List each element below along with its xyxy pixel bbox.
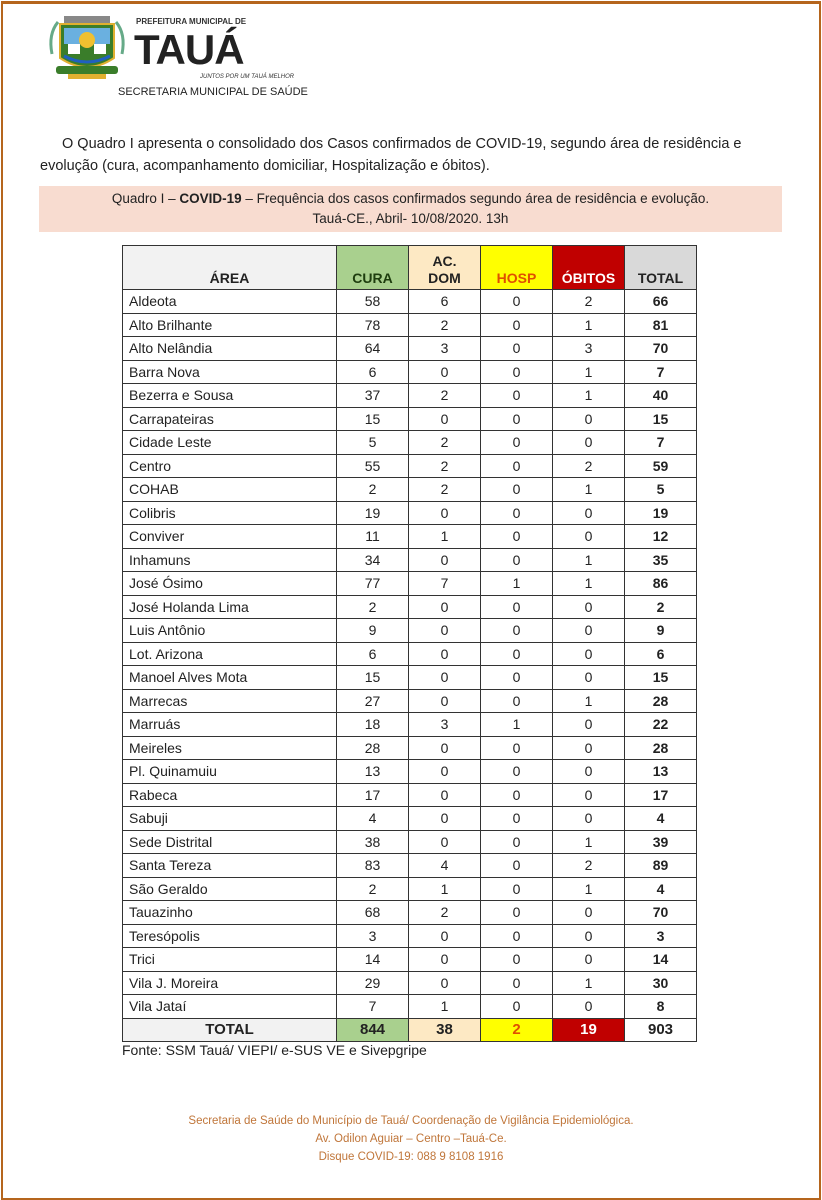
cell-ac-dom: 0 bbox=[409, 924, 481, 948]
cell-hosp: 0 bbox=[481, 595, 553, 619]
cell-obitos: 1 bbox=[553, 971, 625, 995]
cell-ac-dom: 6 bbox=[409, 290, 481, 314]
cell-area: Tauazinho bbox=[123, 901, 337, 925]
cell-total: 70 bbox=[625, 901, 697, 925]
cell-obitos: 1 bbox=[553, 360, 625, 384]
table-row bbox=[123, 619, 697, 643]
cell-ac-dom: 2 bbox=[409, 901, 481, 925]
cell-ac-dom: 0 bbox=[409, 971, 481, 995]
cell-cura: 2 bbox=[337, 877, 409, 901]
table-row bbox=[123, 431, 697, 455]
cell-total: 39 bbox=[625, 830, 697, 854]
cell-ac-dom: 2 bbox=[409, 454, 481, 478]
cell-area: Sabuji bbox=[123, 807, 337, 831]
cell-total: 17 bbox=[625, 783, 697, 807]
cell-area: José Holanda Lima bbox=[123, 595, 337, 619]
table-total-row bbox=[123, 1018, 697, 1042]
cell-total: 35 bbox=[625, 548, 697, 572]
cell-area: Sede Distrital bbox=[123, 830, 337, 854]
cell-cura: 64 bbox=[337, 337, 409, 361]
total-hosp: 2 bbox=[481, 1018, 553, 1042]
footer-line: Av. Odilon Aguiar – Centro –Tauá-Ce. bbox=[315, 1133, 507, 1145]
cell-total: 3 bbox=[625, 924, 697, 948]
cell-obitos: 0 bbox=[553, 783, 625, 807]
cell-total: 5 bbox=[625, 478, 697, 502]
cell-total: 7 bbox=[625, 360, 697, 384]
cell-area: Conviver bbox=[123, 525, 337, 549]
cell-cura: 27 bbox=[337, 689, 409, 713]
cell-obitos: 0 bbox=[553, 760, 625, 784]
cell-total: 2 bbox=[625, 595, 697, 619]
cell-obitos: 1 bbox=[553, 572, 625, 596]
table-row bbox=[123, 337, 697, 361]
cell-area: Meireles bbox=[123, 736, 337, 760]
covid-cases-table bbox=[122, 245, 697, 1042]
cell-hosp: 0 bbox=[481, 760, 553, 784]
cell-cura: 68 bbox=[337, 901, 409, 925]
cell-cura: 14 bbox=[337, 948, 409, 972]
table-row bbox=[123, 901, 697, 925]
cell-ac-dom: 0 bbox=[409, 783, 481, 807]
footer-line: Disque COVID-19: 088 9 8108 1916 bbox=[318, 1151, 504, 1163]
cell-cura: 28 bbox=[337, 736, 409, 760]
cell-cura: 29 bbox=[337, 971, 409, 995]
cell-obitos: 0 bbox=[553, 525, 625, 549]
cell-cura: 2 bbox=[337, 595, 409, 619]
cell-area: Inhamuns bbox=[123, 548, 337, 572]
cell-hosp: 0 bbox=[481, 407, 553, 431]
cell-area: Cidade Leste bbox=[123, 431, 337, 455]
cell-hosp: 0 bbox=[481, 948, 553, 972]
cell-ac-dom: 0 bbox=[409, 501, 481, 525]
page-footer bbox=[0, 1112, 822, 1166]
total-total: 903 bbox=[625, 1018, 697, 1042]
cell-cura: 38 bbox=[337, 830, 409, 854]
total-label: TOTAL bbox=[123, 1018, 337, 1042]
cell-hosp: 0 bbox=[481, 548, 553, 572]
cell-hosp: 0 bbox=[481, 501, 553, 525]
cell-area: Vila J. Moreira bbox=[123, 971, 337, 995]
cell-ac-dom: 0 bbox=[409, 948, 481, 972]
cell-ac-dom: 2 bbox=[409, 384, 481, 408]
table-row bbox=[123, 384, 697, 408]
caption-date: Tauá-CE., Abril- 10/08/2020. 13h bbox=[312, 211, 509, 226]
cell-area: Lot. Arizona bbox=[123, 642, 337, 666]
cell-ac-dom: 0 bbox=[409, 595, 481, 619]
cell-area: Santa Tereza bbox=[123, 854, 337, 878]
caption-suffix: – Frequência dos casos confirmados segundo área de residência e evolução. bbox=[241, 191, 710, 206]
table-row bbox=[123, 971, 697, 995]
cell-area: Vila Jataí bbox=[123, 995, 337, 1019]
header-area: ÁREA bbox=[123, 246, 337, 290]
cell-total: 15 bbox=[625, 666, 697, 690]
cell-area: Bezerra e Sousa bbox=[123, 384, 337, 408]
cell-hosp: 0 bbox=[481, 454, 553, 478]
cell-area: Alto Brilhante bbox=[123, 313, 337, 337]
cell-total: 6 bbox=[625, 642, 697, 666]
cell-hosp: 0 bbox=[481, 807, 553, 831]
intro-paragraph: O Quadro I apresenta o consolidado dos Casos confirmados de COVID-19, segundo área de residência e evolução (cura, acompanhamento domiciliar, Hospitalização e óbitos). bbox=[40, 136, 742, 174]
cell-obitos: 1 bbox=[553, 830, 625, 854]
cell-obitos: 0 bbox=[553, 595, 625, 619]
table-row bbox=[123, 760, 697, 784]
cell-obitos: 1 bbox=[553, 877, 625, 901]
cell-cura: 13 bbox=[337, 760, 409, 784]
cell-obitos: 0 bbox=[553, 713, 625, 737]
cell-ac-dom: 0 bbox=[409, 830, 481, 854]
cell-ac-dom: 4 bbox=[409, 854, 481, 878]
header-total: TOTAL bbox=[625, 246, 697, 290]
cell-area: Aldeota bbox=[123, 290, 337, 314]
cell-ac-dom: 0 bbox=[409, 642, 481, 666]
table-row bbox=[123, 595, 697, 619]
cell-obitos: 0 bbox=[553, 901, 625, 925]
cell-total: 22 bbox=[625, 713, 697, 737]
cell-obitos: 0 bbox=[553, 642, 625, 666]
table-row bbox=[123, 854, 697, 878]
cell-cura: 34 bbox=[337, 548, 409, 572]
cell-total: 13 bbox=[625, 760, 697, 784]
cell-ac-dom: 0 bbox=[409, 736, 481, 760]
table-row bbox=[123, 736, 697, 760]
header-ac-dom bbox=[409, 246, 481, 290]
cell-cura: 83 bbox=[337, 854, 409, 878]
cell-ac-dom: 0 bbox=[409, 666, 481, 690]
cell-ac-dom: 0 bbox=[409, 619, 481, 643]
cell-hosp: 0 bbox=[481, 666, 553, 690]
table-row bbox=[123, 830, 697, 854]
cell-ac-dom: 3 bbox=[409, 337, 481, 361]
cell-hosp: 0 bbox=[481, 431, 553, 455]
header-obitos: ÓBITOS bbox=[553, 246, 625, 290]
table-row bbox=[123, 407, 697, 431]
cell-ac-dom: 2 bbox=[409, 313, 481, 337]
total-obitos: 19 bbox=[553, 1018, 625, 1042]
cell-ac-dom: 0 bbox=[409, 807, 481, 831]
table-row bbox=[123, 525, 697, 549]
cell-ac-dom: 0 bbox=[409, 360, 481, 384]
cell-hosp: 0 bbox=[481, 525, 553, 549]
cell-cura: 78 bbox=[337, 313, 409, 337]
table-row bbox=[123, 478, 697, 502]
cell-hosp: 1 bbox=[481, 713, 553, 737]
table-caption bbox=[39, 186, 782, 232]
cell-obitos: 1 bbox=[553, 313, 625, 337]
cell-cura: 4 bbox=[337, 807, 409, 831]
cell-hosp: 0 bbox=[481, 995, 553, 1019]
cell-hosp: 0 bbox=[481, 313, 553, 337]
cell-cura: 18 bbox=[337, 713, 409, 737]
cell-area: Luis Antônio bbox=[123, 619, 337, 643]
cell-obitos: 0 bbox=[553, 948, 625, 972]
cell-obitos: 0 bbox=[553, 736, 625, 760]
table-row bbox=[123, 689, 697, 713]
cell-total: 81 bbox=[625, 313, 697, 337]
cell-hosp: 0 bbox=[481, 478, 553, 502]
cell-cura: 15 bbox=[337, 666, 409, 690]
cell-area: Rabeca bbox=[123, 783, 337, 807]
cell-hosp: 0 bbox=[481, 830, 553, 854]
cell-hosp: 0 bbox=[481, 877, 553, 901]
header-ac: AC. bbox=[432, 253, 457, 269]
cell-area: Trici bbox=[123, 948, 337, 972]
cell-total: 12 bbox=[625, 525, 697, 549]
cell-obitos: 2 bbox=[553, 454, 625, 478]
table-row bbox=[123, 360, 697, 384]
caption-prefix: Quadro I – bbox=[111, 191, 180, 206]
cell-total: 8 bbox=[625, 995, 697, 1019]
cell-total: 66 bbox=[625, 290, 697, 314]
cell-obitos: 0 bbox=[553, 619, 625, 643]
table-row bbox=[123, 313, 697, 337]
cell-total: 70 bbox=[625, 337, 697, 361]
table-row bbox=[123, 290, 697, 314]
cell-hosp: 0 bbox=[481, 783, 553, 807]
footer-line: Secretaria de Saúde do Município de Tauá/ Coordenação de Vigilância Epidemiológica. bbox=[188, 1115, 634, 1127]
cell-total: 4 bbox=[625, 877, 697, 901]
cell-obitos: 2 bbox=[553, 854, 625, 878]
cell-area: Teresópolis bbox=[123, 924, 337, 948]
cell-obitos: 0 bbox=[553, 666, 625, 690]
cell-ac-dom: 2 bbox=[409, 431, 481, 455]
table-row bbox=[123, 924, 697, 948]
table-row bbox=[123, 454, 697, 478]
table-row bbox=[123, 807, 697, 831]
cell-hosp: 0 bbox=[481, 924, 553, 948]
table-row bbox=[123, 783, 697, 807]
cell-obitos: 0 bbox=[553, 924, 625, 948]
total-ac-dom: 38 bbox=[409, 1018, 481, 1042]
cell-cura: 58 bbox=[337, 290, 409, 314]
table-row bbox=[123, 995, 697, 1019]
cell-total: 28 bbox=[625, 736, 697, 760]
table-row bbox=[123, 642, 697, 666]
table-row bbox=[123, 501, 697, 525]
cell-total: 40 bbox=[625, 384, 697, 408]
cell-ac-dom: 7 bbox=[409, 572, 481, 596]
cell-ac-dom: 1 bbox=[409, 877, 481, 901]
secretaria-label: SECRETARIA MUNICIPAL DE SAÚDE bbox=[118, 86, 308, 98]
cell-hosp: 1 bbox=[481, 572, 553, 596]
cell-area: Alto Nelândia bbox=[123, 337, 337, 361]
table-row bbox=[123, 548, 697, 572]
cell-total: 9 bbox=[625, 619, 697, 643]
cell-ac-dom: 0 bbox=[409, 548, 481, 572]
city-wordmark: TAUÁ bbox=[134, 26, 244, 73]
table-row bbox=[123, 713, 697, 737]
cell-hosp: 0 bbox=[481, 384, 553, 408]
cell-total: 89 bbox=[625, 854, 697, 878]
cell-obitos: 0 bbox=[553, 407, 625, 431]
cell-obitos: 0 bbox=[553, 431, 625, 455]
header-dom: DOM bbox=[428, 270, 461, 286]
cell-cura: 11 bbox=[337, 525, 409, 549]
table-row bbox=[123, 877, 697, 901]
source-note: Fonte: SSM Tauá/ VIEPI/ e-SUS VE e Sivepgripe bbox=[122, 1042, 427, 1058]
cell-ac-dom: 1 bbox=[409, 525, 481, 549]
cell-hosp: 0 bbox=[481, 337, 553, 361]
cell-ac-dom: 0 bbox=[409, 689, 481, 713]
cell-area: Marruás bbox=[123, 713, 337, 737]
cell-cura: 77 bbox=[337, 572, 409, 596]
cell-hosp: 0 bbox=[481, 619, 553, 643]
cell-total: 28 bbox=[625, 689, 697, 713]
cell-total: 7 bbox=[625, 431, 697, 455]
cell-area: São Geraldo bbox=[123, 877, 337, 901]
cell-total: 4 bbox=[625, 807, 697, 831]
cell-cura: 19 bbox=[337, 501, 409, 525]
cell-ac-dom: 2 bbox=[409, 478, 481, 502]
cell-cura: 3 bbox=[337, 924, 409, 948]
cell-cura: 6 bbox=[337, 642, 409, 666]
cell-cura: 15 bbox=[337, 407, 409, 431]
cell-area: Centro bbox=[123, 454, 337, 478]
table-header-row bbox=[123, 246, 697, 290]
cell-hosp: 0 bbox=[481, 971, 553, 995]
cell-hosp: 0 bbox=[481, 736, 553, 760]
cell-obitos: 0 bbox=[553, 995, 625, 1019]
header-cura: CURA bbox=[337, 246, 409, 290]
cell-area: Colibris bbox=[123, 501, 337, 525]
cell-total: 14 bbox=[625, 948, 697, 972]
cell-ac-dom: 1 bbox=[409, 995, 481, 1019]
cell-ac-dom: 0 bbox=[409, 760, 481, 784]
cell-obitos: 0 bbox=[553, 807, 625, 831]
cell-cura: 5 bbox=[337, 431, 409, 455]
cell-hosp: 0 bbox=[481, 689, 553, 713]
table-row bbox=[123, 572, 697, 596]
cell-hosp: 0 bbox=[481, 290, 553, 314]
cell-total: 59 bbox=[625, 454, 697, 478]
header-hosp: HOSP bbox=[481, 246, 553, 290]
cell-cura: 17 bbox=[337, 783, 409, 807]
table-row bbox=[123, 948, 697, 972]
cell-obitos: 0 bbox=[553, 501, 625, 525]
cell-cura: 7 bbox=[337, 995, 409, 1019]
cell-total: 19 bbox=[625, 501, 697, 525]
cell-ac-dom: 3 bbox=[409, 713, 481, 737]
cell-cura: 9 bbox=[337, 619, 409, 643]
municipal-coat-of-arms-logo bbox=[46, 14, 128, 82]
cell-area: José Ósimo bbox=[123, 572, 337, 596]
cell-area: COHAB bbox=[123, 478, 337, 502]
cell-area: Manoel Alves Mota bbox=[123, 666, 337, 690]
cell-hosp: 0 bbox=[481, 901, 553, 925]
total-cura: 844 bbox=[337, 1018, 409, 1042]
cell-area: Pl. Quinamuiu bbox=[123, 760, 337, 784]
caption-bold: COVID-19 bbox=[179, 191, 242, 206]
cell-area: Carrapateiras bbox=[123, 407, 337, 431]
cell-total: 86 bbox=[625, 572, 697, 596]
cell-obitos: 1 bbox=[553, 478, 625, 502]
cell-obitos: 1 bbox=[553, 548, 625, 572]
cell-cura: 2 bbox=[337, 478, 409, 502]
cell-hosp: 0 bbox=[481, 360, 553, 384]
cell-cura: 6 bbox=[337, 360, 409, 384]
cell-hosp: 0 bbox=[481, 854, 553, 878]
cell-ac-dom: 0 bbox=[409, 407, 481, 431]
cell-obitos: 1 bbox=[553, 689, 625, 713]
prefeitura-label: PREFEITURA MUNICIPAL DE bbox=[136, 17, 247, 26]
cell-total: 30 bbox=[625, 971, 697, 995]
cell-obitos: 3 bbox=[553, 337, 625, 361]
cell-area: Marrecas bbox=[123, 689, 337, 713]
cell-obitos: 1 bbox=[553, 384, 625, 408]
cell-cura: 55 bbox=[337, 454, 409, 478]
slogan: JUNTOS POR UM TAUÁ MELHOR bbox=[200, 74, 295, 80]
cell-obitos: 2 bbox=[553, 290, 625, 314]
cell-area: Barra Nova bbox=[123, 360, 337, 384]
cell-cura: 37 bbox=[337, 384, 409, 408]
cell-total: 15 bbox=[625, 407, 697, 431]
table-row bbox=[123, 666, 697, 690]
cell-hosp: 0 bbox=[481, 642, 553, 666]
